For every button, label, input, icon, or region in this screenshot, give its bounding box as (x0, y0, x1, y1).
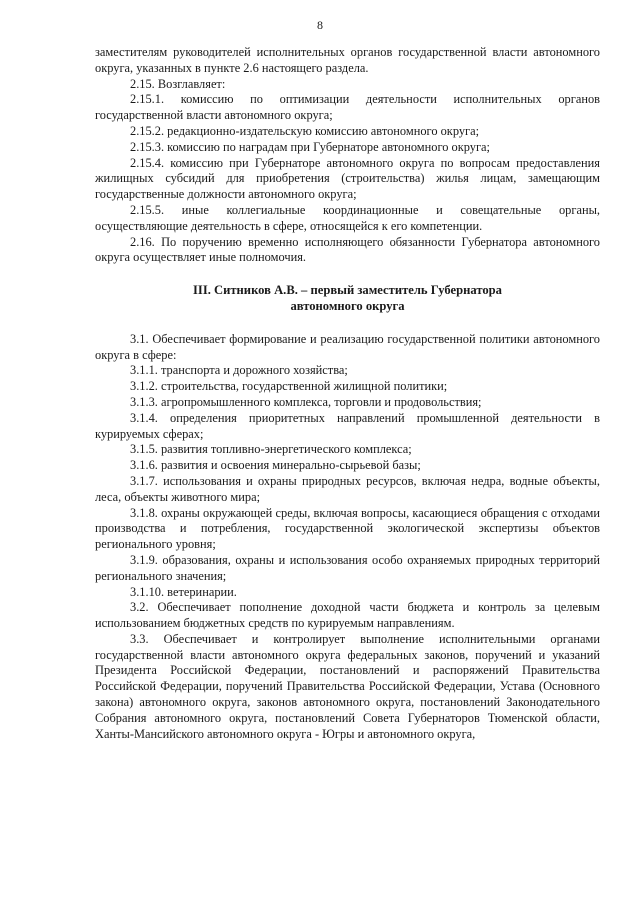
paragraph: 3.1.8. охраны окружающей среды, включая вопросы, касающиеся обращения с отходами производства и потребления, государственной экологической экспертизы объектов регионального уровня; (95, 505, 600, 552)
paragraph: 3.1.7. использования и охраны природных ресурсов, включая недра, водные объекты, леса, объекты животного мира; (95, 473, 600, 504)
paragraph: 3.1.1. транспорта и дорожного хозяйства; (130, 363, 348, 378)
paragraph: 2.15.5. иные коллегиальные координационные и совещательные органы, осуществляющие деятельность в сфере, относящейся к его компетенции. (95, 202, 600, 233)
paragraph: 3.1.5. развития топливно-энергетического комплекса; (130, 442, 412, 457)
page-number: 8 (317, 18, 323, 32)
paragraph: 2.16. По поручению временно исполняющего обязанности Губернатора автономного округа осуществляет иные полномочия. (95, 234, 600, 265)
paragraph: 3.1.9. образования, охраны и использования особо охраняемых природных территорий регионального значения; (95, 552, 600, 583)
paragraph: заместителям руководителей исполнительных органов государственной власти автономного округа, указанных в пункте 2.6 настоящего раздела. (95, 45, 600, 75)
paragraph: 2.15.4. комиссию при Губернаторе автономного округа по вопросам предоставления жилищных субсидий для приобретения (строительства) жилья лицам, замещающим государственные должности автономного округа; (95, 155, 600, 202)
paragraph: 2.15.1. комиссию по оптимизации деятельности исполнительных органов государственной власти автономного округа; (95, 92, 600, 123)
paragraph: 3.1.3. агропромышленного комплекса, торговли и продовольствия; (130, 394, 482, 409)
paragraph: 3.1. Обеспечивает формирование и реализацию государственной политики автономного округа в сфере: (95, 331, 600, 362)
section-heading-line-1: III. Ситников А.В. – первый заместитель Губернатора (193, 283, 502, 298)
paragraph: 2.15.3. комиссию по наградам при Губернаторе автономного округа; (130, 139, 490, 154)
paragraph: 3.1.4. определения приоритетных направлений промышленной деятельности в курируемых сферах; (95, 410, 600, 441)
section-heading-line-2: автономного округа (290, 298, 405, 313)
section-ii-continuation (95, 45, 600, 266)
paragraph: 3.3. Обеспечивает и контролирует выполнение исполнительными органами государственной власти автономного округа федеральных законов, поручений и указаний Президента Российской Федерации, постановлений и распоряжений Правительства Российской Федерации, поручений Правительства Российской Федерации, Устава (Основного закона) автономного округа, законов автономного округа, постановлений Законодательного Собрания автономного округа, постановлений Совета Губернаторов Тюменской области, Ханты-Мансийского автономного округа - Югры и автономного округа, (95, 631, 600, 741)
document-body (95, 45, 600, 742)
paragraph: 3.1.2. строительства, государственной жилищной политики; (130, 379, 448, 394)
paragraph: 2.15.2. редакционно-издательскую комиссию автономного округа; (130, 123, 480, 138)
paragraph: 3.2. Обеспечивает пополнение доходной части бюджета и контроль за целевым использованием бюджетных средств по курируемым направлениям. (95, 600, 600, 631)
section-iii-body (95, 332, 600, 743)
paragraph: 3.1.10. ветеринарии. (130, 584, 237, 599)
section-heading (95, 283, 600, 315)
paragraph: 2.15. Возглавляет: (130, 76, 226, 91)
paragraph: 3.1.6. развития и освоения минерально-сырьевой базы; (130, 458, 421, 473)
